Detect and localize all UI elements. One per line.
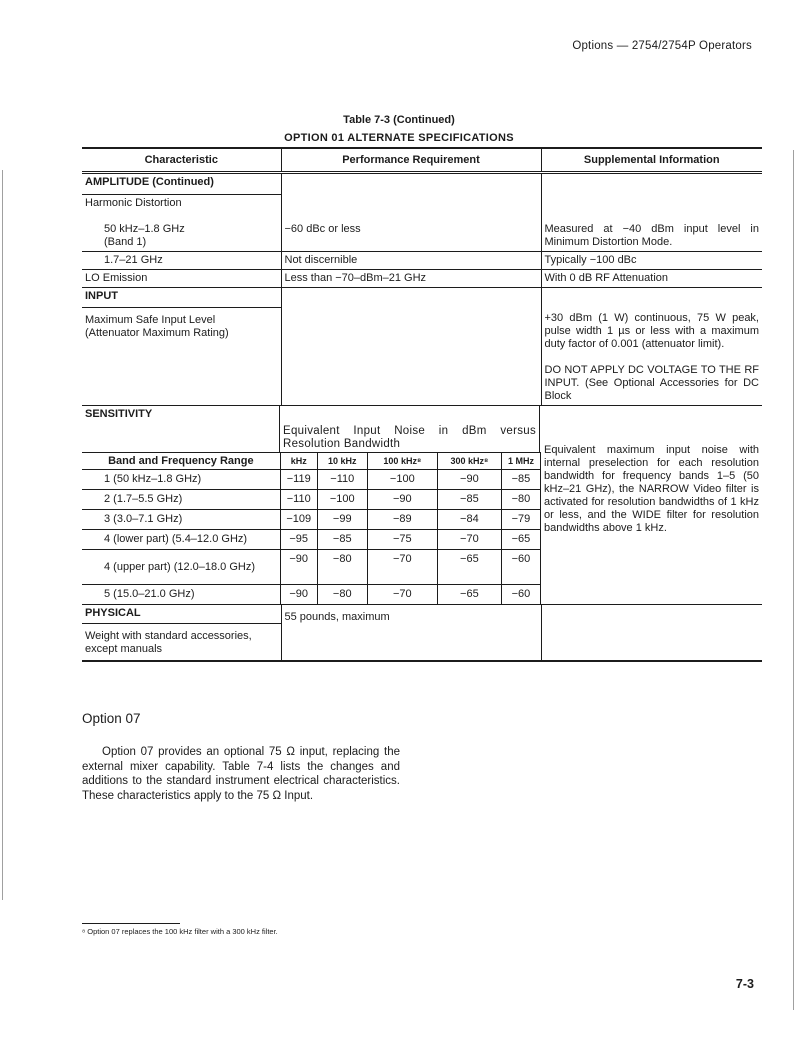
noise-value: −84 [437,510,501,530]
noise-value: −75 [367,530,437,550]
noise-value: −90 [437,470,501,490]
noise-value: −70 [367,550,437,585]
noise-value: −89 [367,510,437,530]
physical-section-row [82,605,762,624]
band-label: 5 (15.0–21.0 GHz) [104,588,195,600]
max-safe-input-label: Maximum Safe Input Level [85,314,216,326]
attenuator-rating-label: (Attenuator Maximum Rating) [85,327,229,339]
bw-header: 10 kHz [317,453,367,470]
section-heading: Option 07 [82,711,141,726]
table-row [82,270,762,288]
table-row [82,510,541,530]
physical-section-label: PHYSICAL [82,605,281,624]
noise-value: −80 [317,550,367,585]
sensitivity-supplemental: Equivalent maximum input noise with internal preselection for each resolution bandwidth for frequency bands 1–5 (50 kHz–21 GHz), the NARROW Video filter is activated for resolution bandwidths of 1 kHz or less, and the WIDE filter for resolution bandwidths above 1 kHz. [541,406,762,605]
footnote: ⁸ Option 07 replaces the 100 kHz filter with a 300 kHz filter. [82,927,278,936]
table-row [82,585,541,605]
col-characteristic: Characteristic [82,148,281,173]
noise-value: −110 [317,470,367,490]
sensitivity-section-label: SENSITIVITY [85,408,153,420]
table-row [82,470,541,490]
noise-value: −60 [501,585,540,605]
sensitivity-table [82,452,541,604]
scan-edge-left [2,170,3,900]
harmonic-label: Harmonic Distortion [82,195,281,216]
band1-label: (Band 1) [104,236,147,248]
table-row [82,550,541,585]
noise-value: −99 [317,510,367,530]
page-number: 7-3 [735,977,754,991]
noise-value: −110 [280,490,317,510]
noise-value: −100 [367,470,437,490]
sensitivity-caption: Equivalent Input Noise in dBm versus Resolution Bandwidth [283,425,536,450]
amplitude-section-row [82,173,762,195]
bw-header: 300 kHz⁸ [437,453,501,470]
band-label: 4 (upper part) (12.0–18.0 GHz) [82,550,280,585]
sensitivity-header-row [82,453,541,470]
band-header: Band and Frequency Range [82,453,280,470]
amplitude-section-label: AMPLITUDE (Continued) [82,173,281,195]
noise-value: −70 [437,530,501,550]
table-caption-title: OPTION 01 ALTERNATE SPECIFICATIONS [284,132,514,144]
bw-header: kHz [280,453,317,470]
harmonic-supplemental-2: Typically −100 dBc [541,252,762,270]
input-supplemental-rating: +30 dBm (1 W) continuous, 75 W peak, pulse width 1 µs or less with a maximum duty factor of 0.001 (attenuator limit). [544,312,759,350]
option-07-paragraph: Option 07 provides an optional 75 Ω input, replacing the external mixer capability. Table 7-4 lists the changes and additions to the standard instrument electrical characteristics. These characteristics apply to the 75 Ω Input. [82,746,400,802]
noise-value: −80 [501,490,540,510]
running-header: Options — 2754/2754P Operators [572,40,752,52]
noise-value: −85 [437,490,501,510]
band-label: 3 (3.0–7.1 GHz) [82,510,280,530]
harmonic-performance-2: Not discernible [281,252,541,270]
noise-value: −90 [280,550,317,585]
noise-value: −65 [501,530,540,550]
col-supplemental: Supplemental Information [541,148,762,173]
noise-value: −109 [280,510,317,530]
noise-value: −79 [501,510,540,530]
noise-value: −80 [317,585,367,605]
scan-edge-right [793,150,794,1010]
band1-performance: −60 dBc or less [281,215,541,252]
input-section-label: INPUT [82,288,281,308]
table-row [82,252,762,270]
band-label: 2 (1.7–5.5 GHz) [82,490,280,510]
noise-value: −65 [437,550,501,585]
lo-emission-label: LO Emission [82,270,281,288]
noise-value: −90 [280,585,317,605]
table-row [82,490,541,510]
table-caption-number: Table 7-3 (Continued) [343,114,455,126]
spec-table [82,147,762,662]
col-performance: Performance Requirement [281,148,541,173]
footnote-rule [82,923,180,924]
noise-value: −95 [280,530,317,550]
weight-label: Weight with standard accessories, except manuals [82,624,281,662]
table-row [82,215,762,252]
band-label: 4 (lower part) (5.4–12.0 GHz) [82,530,280,550]
noise-value: −65 [437,585,501,605]
spec-table-header [82,148,762,173]
sensitivity-section-row [82,406,762,605]
noise-value: −100 [317,490,367,510]
lo-emission-performance: Less than −70–dBm–21 GHz [281,270,541,288]
lo-emission-supplemental: With 0 dB RF Attenuation [541,270,762,288]
physical-performance: 55 pounds, maximum [281,605,541,662]
noise-value: −60 [501,550,540,585]
bw-header: 100 kHz⁸ [367,453,437,470]
harmonic-range-2: 1.7–21 GHz [82,252,281,270]
bw-header: 1 MHz [501,453,540,470]
noise-value: −85 [501,470,540,490]
input-section-row [82,288,762,308]
noise-value: −85 [317,530,367,550]
table-row [82,530,541,550]
noise-value: −119 [280,470,317,490]
input-supplemental-warning: DO NOT APPLY DC VOLTAGE TO THE RF INPUT. (See Optional Accessories for DC Block [544,364,759,402]
noise-value: −90 [367,490,437,510]
band-label: 1 (50 kHz–1.8 GHz) [82,470,280,490]
band1-range: 50 kHz–1.8 GHz [104,223,185,235]
band1-supplemental: Measured at −40 dBm input level in Minimum Distortion Mode. [541,215,762,252]
noise-value: −70 [367,585,437,605]
